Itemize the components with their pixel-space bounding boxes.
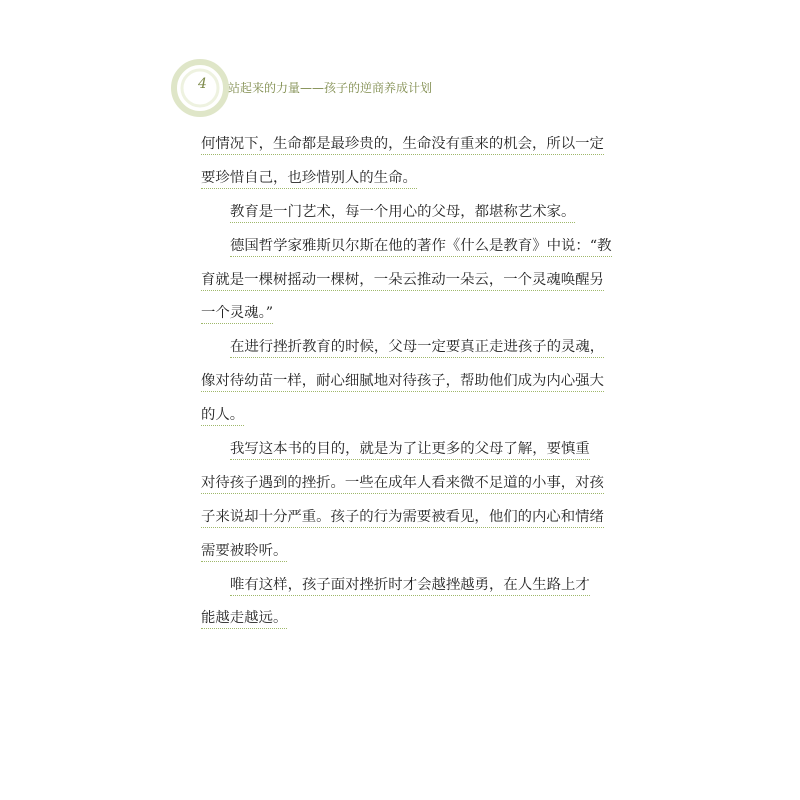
text-line-content: 像对待幼苗一样，耐心细腻地对待孩子，帮助他们成为内心强大 [201,373,604,392]
running-header [170,58,590,118]
text-line-content: 在进行挫折教育的时候，父母一定要真正走进孩子的灵魂， [230,339,604,358]
text-line-content: 要珍惜自己，也珍惜别人的生命。 [201,170,417,189]
text-line [201,602,585,636]
text-line-content: 的人。 [201,407,244,426]
text-line-content: 对待孩子遇到的挫折。一些在成年人看来微不足道的小事，对孩 [201,475,604,494]
text-line [201,264,604,298]
text-line-content: 何情况下，生命都是最珍贵的，生命没有重来的机会，所以一定 [201,136,604,155]
text-line-content: 需要被聆听。 [201,543,287,562]
text-line [201,535,585,569]
paragraph-start-line [201,196,585,230]
page-number: 4 [198,76,207,92]
body-text [201,128,612,636]
text-line-content: 我写这本书的目的，就是为了让更多的父母了解，要慎重 [230,441,590,460]
text-line-content: 子来说却十分严重。孩子的行为需要被看见，他们的内心和情绪 [201,509,604,528]
text-line [201,128,604,162]
text-line-content: 教育是一门艺术，每一个用心的父母，都堪称艺术家。 [230,204,575,223]
paragraph-start-line [201,230,612,264]
text-line-content: 育就是一棵树摇动一棵树，一朵云推动一朵云，一个灵魂唤醒另 [201,272,604,291]
text-line [201,399,585,433]
text-line-content: 唯有这样，孩子面对挫折时才会越挫越勇，在人生路上才 [230,577,590,596]
text-line [201,501,604,535]
text-line [201,162,585,196]
text-line [201,365,604,399]
paragraph-start-line [201,331,605,365]
text-line-content: 一个灵魂。” [201,305,273,324]
text-line-content: 能越走越远。 [201,610,287,629]
text-line [201,297,585,331]
running-title: 站起来的力量——孩子的逆商养成计划 [228,81,433,95]
text-line-content: 德国哲学家雅斯贝尔斯在他的著作《什么是教育》中说：“教 [230,238,612,257]
paragraph-start-line [201,433,590,467]
paragraph-start-line [201,569,590,603]
text-line [201,467,604,501]
